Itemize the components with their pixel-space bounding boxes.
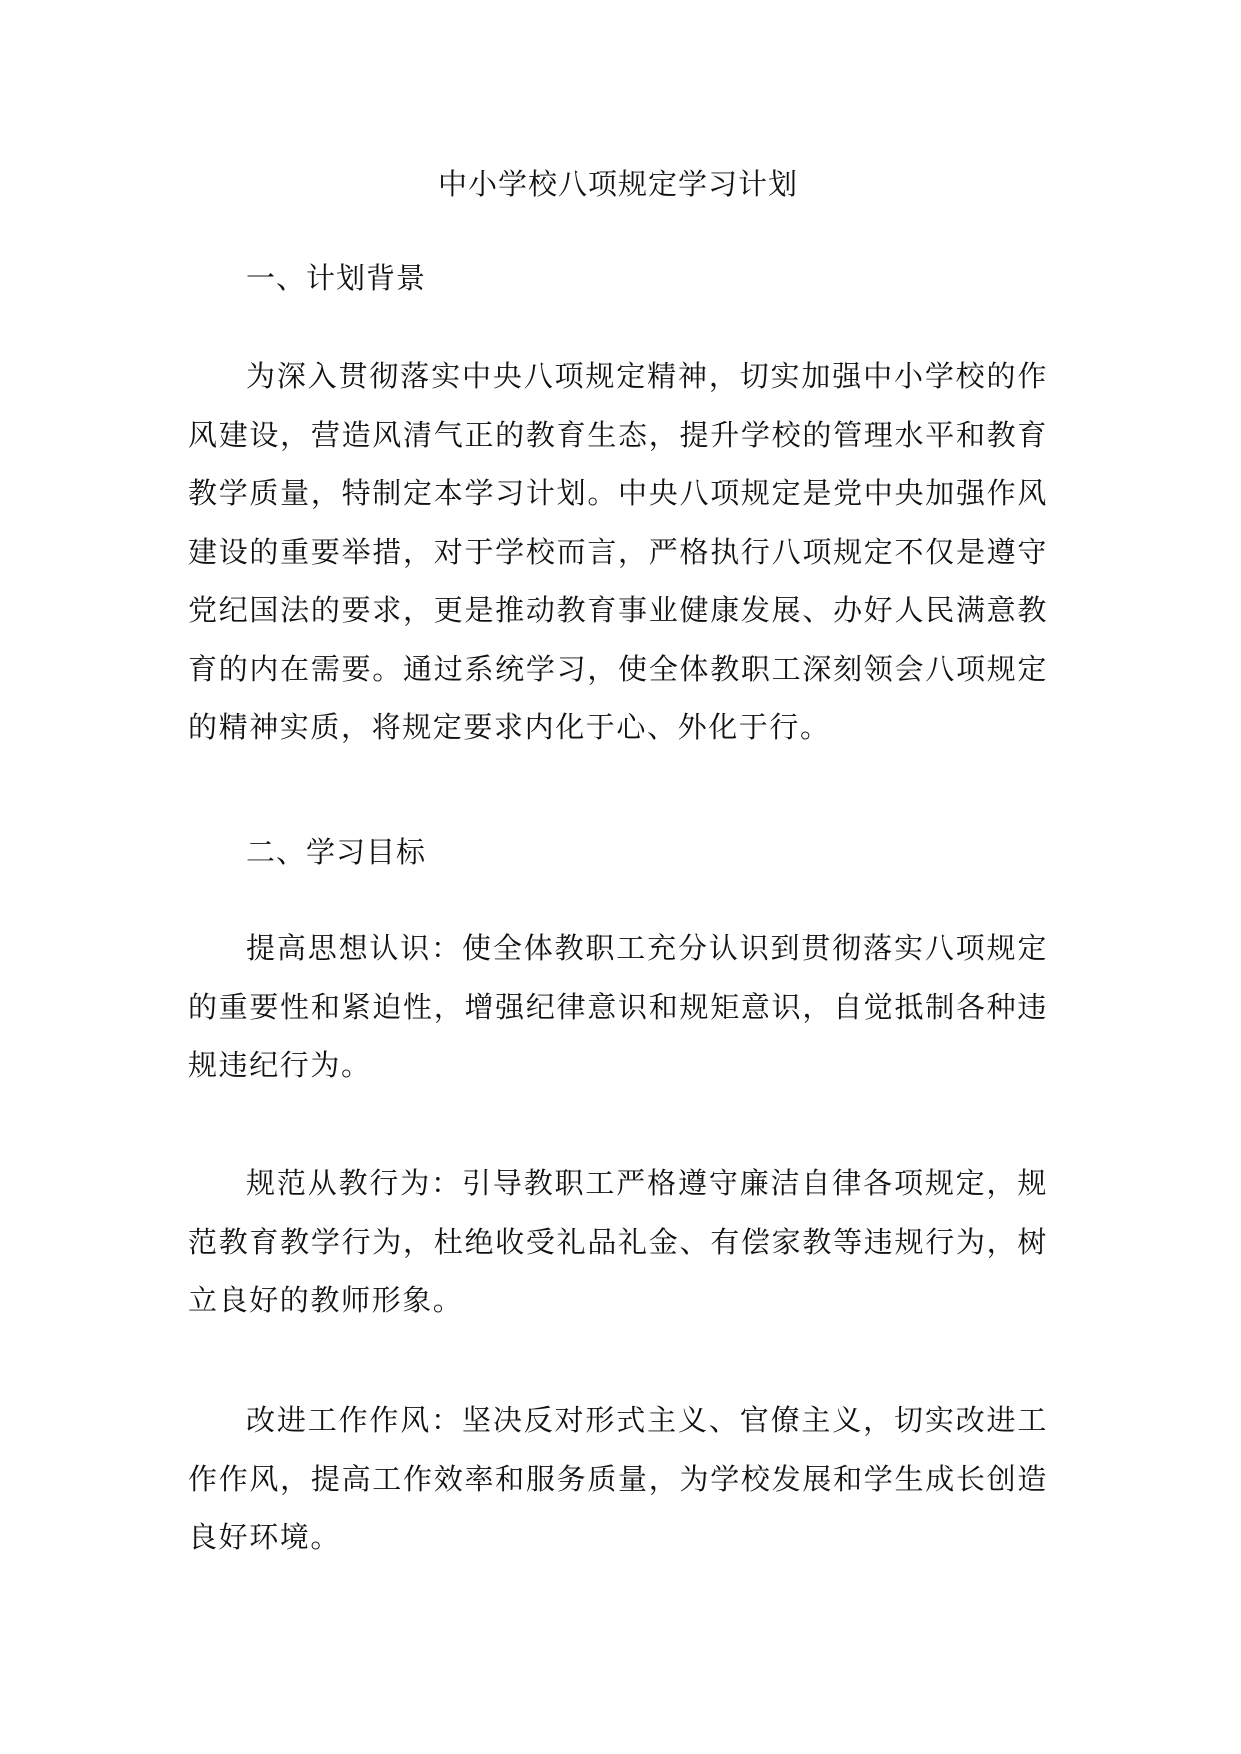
document-title: 中小学校八项规定学习计划 [437, 167, 798, 201]
paragraph-goal-awareness: 提高思想认识：使全体教职工充分认识到贯彻落实八项规定的重要性和紧迫性，增强纪律意识和规矩意识，自觉抵制各种违规违纪行为。 [188, 931, 1048, 1082]
section-heading-goals: 二、学习目标 [246, 835, 427, 869]
paragraph-background: 为深入贯彻落实中央八项规定精神，切实加强中小学校的作风建设，营造风清气正的教育生态，提升学校的管理水平和教育教学质量，特制定本学习计划。中央八项规定是党中央加强作风建设的重要举措，对于学校而言，严格执行八项规定不仅是遵守党纪国法的要求，更是推动教育事业健康发展、办好人民满意教育的内在需要。通过系统学习，使全体教职工深刻领会八项规定的精神实质，将规定要求内化于心、外化于行。 [188, 359, 1048, 744]
paragraph-goal-conduct: 规范从教行为：引导教职工严格遵守廉洁自律各项规定，规范教育教学行为，杜绝收受礼品礼金、有偿家教等违规行为，树立良好的教师形象。 [188, 1166, 1048, 1317]
paragraph-goal-workstyle: 改进工作作风：坚决反对形式主义、官僚主义，切实改进工作作风，提高工作效率和服务质量，为学校发展和学生成长创造良好环境。 [188, 1403, 1048, 1554]
section-heading-background: 一、计划背景 [246, 261, 427, 295]
